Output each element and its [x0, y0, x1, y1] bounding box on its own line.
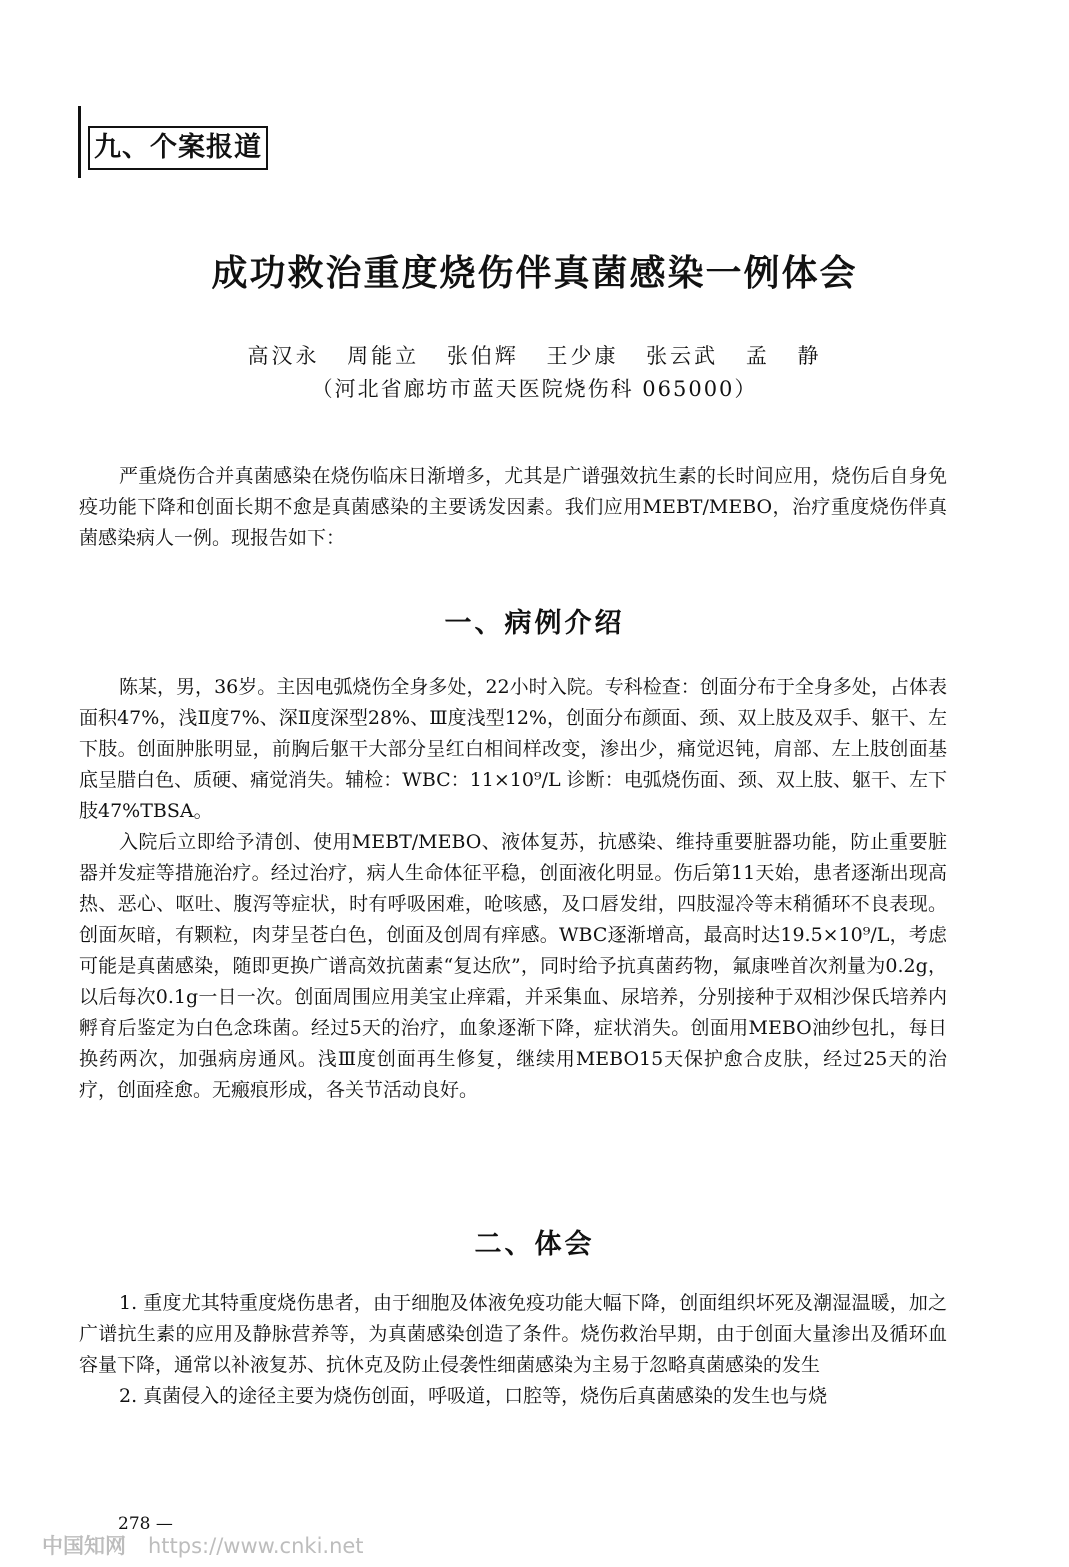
experience-paragraph-2: 2. 真菌侵入的途径主要为烧伤创面，呼吸道，口腔等，烧伤后真菌感染的发生也与烧 [119, 1385, 828, 1407]
footer-url: https://www.cnki.net [148, 1534, 364, 1558]
intro-paragraph: 严重烧伤合并真菌感染在烧伤临床日渐增多，尤其是广谱强效抗生素的长时间应用，烧伤后自身免疫功能下降和创面长期不愈是真菌感染的主要诱发因素。我们应用MEBT/MEBO，治疗重度烧伤伴真菌感染病人一例。现报告如下： [79, 465, 947, 549]
footer-site: 中国知网 [42, 1534, 126, 1558]
experience-paragraph-1: 1. 重度尤其特重度烧伤患者，由于细胞及体液免疫功能大幅下降，创面组织坏死及潮湿温暖，加之广谱抗生素的应用及静脉营养等，为真菌感染创造了条件。烧伤救治早期，由于创面大量渗出及循环血容量下降，通常以补液复苏、抗休克及防止侵袭性细菌感染为主易于忽略真菌感染的发生 [79, 1292, 947, 1376]
section-tag [78, 106, 270, 178]
case-paragraph-1: 陈某，男，36岁。主因电弧烧伤全身多处，22小时入院。专科检查：创面分布于全身多处，占体表面积47%，浅Ⅱ度7%、深Ⅱ度深型28%、Ⅲ度浅型12%，创面分布颜面、颈、双上肢及双手、躯干、左下肢。创面肿胀明显，前胸后躯干大部分呈红白相间样改变，渗出少，痛觉迟钝，肩部、左上肢创面基底呈腊白色、质硬、痛觉消失。辅检：WBC：11×10⁹/L 诊断：电弧烧伤面、颈、双上肢、躯干、左下肢47%TBSA。 [79, 676, 947, 822]
authors: 高汉永 周能立 张伯辉 王少康 张云武 孟 静 [247, 344, 822, 368]
section-heading-experience: 二、体会 [474, 1229, 595, 1260]
case-paragraph-2: 入院后立即给予清创、使用MEBT/MEBO、液体复苏，抗感染、维持重要脏器功能，防止重要脏器并发症等措施治疗。经过治疗，病人生命体征平稳，创面液化明显。伤后第11天始，患者逐渐出现高热、恶心、呕吐、腹泻等症状，时有呼吸困难，呛咳感，及口唇发绀，四肢湿冷等末稍循环不良表现。创面灰暗，有颗粒，肉芽呈苍白色，创面及创周有痒感。WBC逐渐增高，最高时达19.5×10⁹/L，考虑可能是真菌感染，随即更换广谱高效抗菌素“复达欣”，同时给予抗真菌药物，氟康唑首次剂量为0.2g，以后每次0.1g一日一次。创面周围应用美宝止痒霜，并采集血、尿培养，分别接种于双相沙保氏培养内孵育后鉴定为白色念珠菌。经过5天的治疗，血象逐渐下降，症状消失。创面用MEBO油纱包扎，每日换药两次，加强病房通风。浅Ⅲ度创面再生修复，继续用MEBO15天保护愈合皮肤，经过25天的治疗，创面痊愈。无瘢痕形成，各关节活动良好。 [79, 831, 947, 1101]
article-title: 成功救治重度烧伤伴真菌感染一例体会 [211, 253, 858, 294]
intro-block [79, 461, 947, 554]
page-number: 278 — [118, 1514, 173, 1534]
experience-block [79, 1288, 947, 1412]
affiliation: （河北省廊坊市蓝天医院烧伤科 065000） [311, 377, 758, 401]
section-heading-case: 一、病例介绍 [444, 608, 625, 639]
tag-vertical-rule [78, 106, 81, 178]
footer-watermark [42, 1530, 364, 1560]
section-tag-label: 九、个案报道 [94, 132, 262, 163]
case-block [79, 672, 947, 1106]
